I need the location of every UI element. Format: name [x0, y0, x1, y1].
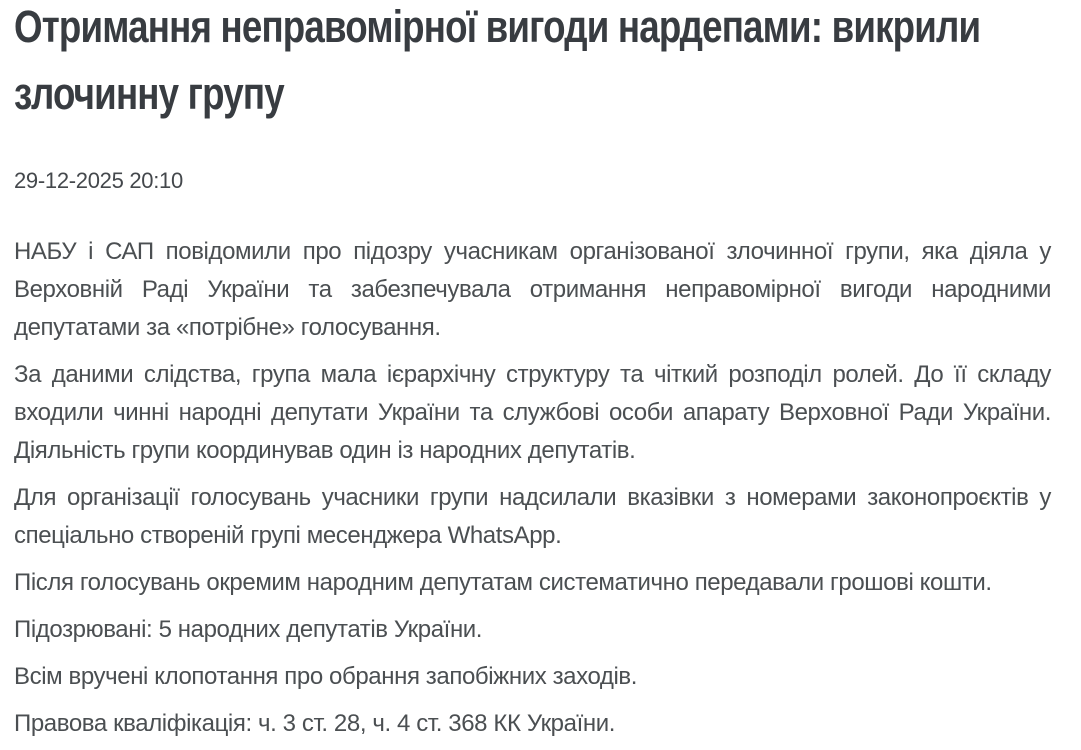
- paragraph-suspicion-announcement: НАБУ і САП повідомили про підозру учасникам організованої злочинної групи, яка діяла у Верховній Раді України та забезпечувала отримання неправомірної вигоди народними депутатами за «потрібне» голосування.: [14, 238, 1051, 341]
- paragraph-preventive-measures: Всім вручені клопотання про обрання запобіжних заходів.: [14, 663, 638, 690]
- paragraph-group-structure: За даними слідства, група мала ієрархічну структуру та чіткий розподіл ролей. До її складу входили чинні народні депутати України та службові особи апарату Верховної Ради України. Діяльність групи координував один із народних депутатів.: [14, 361, 1051, 464]
- paragraph-whatsapp-instructions: Для організації голосувань учасники групи надсилали вказівки з номерами законопроєктів у спеціально створеній групі месенджера WhatsApp.: [14, 484, 1051, 549]
- article-body: [14, 233, 1051, 743]
- paragraph-money-transfers: Після голосувань окремим народним депутатам систематично передавали грошові кошти.: [14, 569, 992, 596]
- paragraph-suspects-count: Підозрювані: 5 народних депутатів України.: [14, 616, 483, 643]
- paragraph-legal-qualification: Правова кваліфікація: ч. 3 ст. 28, ч. 4 ст. 368 КК України.: [14, 710, 615, 737]
- publication-date: 29-12-2025 20:10: [14, 168, 183, 193]
- article-title: Отримання неправомірної вигоди нардепами: викрили злочинну групу: [14, 1, 981, 119]
